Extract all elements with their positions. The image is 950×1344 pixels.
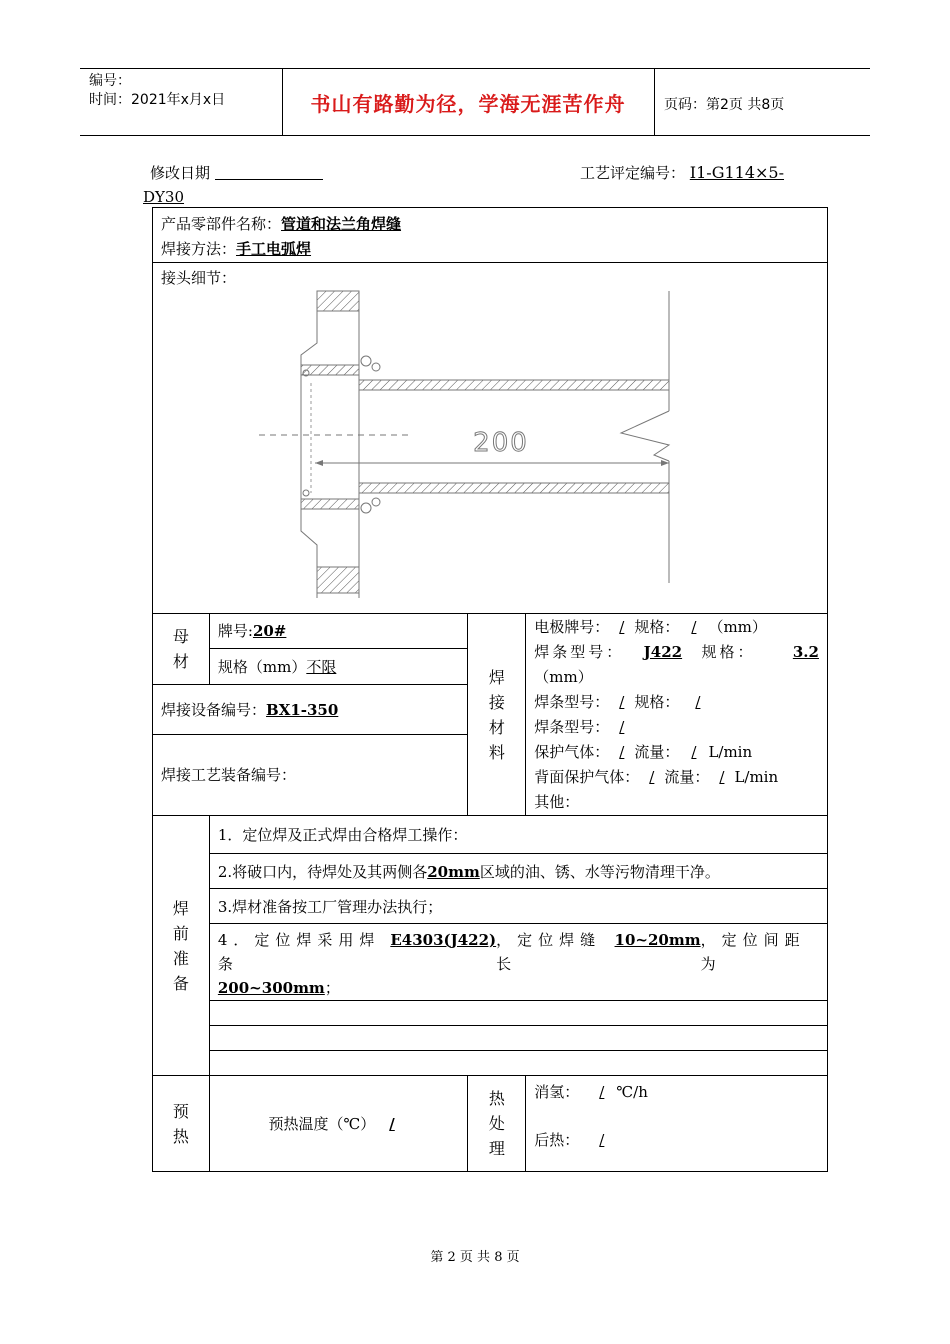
prep-row-5 — [153, 1001, 828, 1026]
modify-date-blank — [215, 165, 323, 180]
product-name-label: 产品零部件名称： — [161, 215, 282, 233]
header-bottom-rule — [80, 135, 870, 136]
prep-label: 焊前准备 — [153, 816, 210, 1076]
preheat-temp: 预热温度（℃） / — [209, 1076, 468, 1172]
fixture-label: 焊接工艺装备编号： — [161, 766, 297, 785]
flange-bore-top — [301, 365, 359, 375]
joint-row — [153, 263, 828, 614]
material-line-5: 保护气体： / 流量： / L/min — [534, 743, 753, 761]
heat-cell — [526, 1076, 828, 1172]
pipe-wall-top — [359, 380, 669, 390]
eval-no-value: I1-G114×5- — [689, 163, 785, 182]
product-row — [153, 208, 828, 263]
material-line-3: 焊条型号： / 规格： / — [534, 693, 701, 711]
joint-label: 接头细节： — [161, 269, 237, 287]
modify-date — [150, 162, 323, 183]
weld-symbol-bottom — [361, 503, 371, 513]
material-cell — [526, 614, 828, 816]
method-value: 手工电弧焊 — [236, 240, 312, 258]
post-heat: 后热： / — [534, 1131, 605, 1149]
equipment-value: BX1-350 — [266, 700, 339, 719]
base-metal-grade-row — [153, 614, 828, 649]
time-label: 时间：2021年x月x日 — [89, 92, 226, 108]
material-line-4: 焊条型号： / — [534, 718, 625, 736]
prep-row-4 — [153, 924, 828, 1001]
equipment-label: 焊接设备编号： — [161, 700, 267, 719]
code-label: 编号： — [89, 73, 131, 89]
eval-no — [580, 162, 784, 183]
prep-item-3: 3.焊材准备按工厂管理办法执行； — [209, 889, 827, 924]
material-line-2: 焊条型号： J422 规格： 3.2 — [534, 643, 819, 661]
motto: 书山有路勤为径，学海无涯苦作舟 — [310, 92, 626, 116]
material-line-6: 背面保护气体： / 流量： / L/min — [534, 768, 779, 786]
material-line-1: 电极牌号： / 规格： / （mm） — [534, 618, 767, 636]
preheat-label: 预热 — [153, 1076, 210, 1172]
page-footer: 第 2 页 共 8 页 — [430, 1250, 520, 1265]
flange-bore-bottom — [301, 499, 359, 509]
dimension-label: 200 — [473, 428, 529, 458]
prep-row-6 — [153, 1026, 828, 1051]
method-label: 焊接方法： — [161, 240, 237, 258]
pipe-wall-bottom — [359, 483, 669, 493]
flange-bottom-hatch — [317, 567, 359, 593]
prep-row-1 — [153, 816, 828, 854]
heat-label: 热处理 — [468, 1076, 526, 1172]
joint-detail-drawing — [249, 283, 679, 608]
spec-label: 规格（mm） — [217, 657, 307, 676]
dehydro: 消氢： / ℃/h — [534, 1083, 648, 1101]
prep-item-4: 4．定位焊采用焊条 E4303(J422) ，定位焊缝长 10~20mm ，定位间距为 200~300mm； — [209, 924, 827, 1001]
grade-value: 20# — [252, 622, 287, 641]
flange-outline — [301, 291, 317, 598]
spec-value: 不限 — [306, 657, 337, 676]
base-metal-label: 母材 — [153, 614, 210, 685]
header-left — [89, 72, 225, 110]
prep-row-3 — [153, 889, 828, 924]
material-line-7: 其他： — [534, 793, 580, 811]
prep-row-2 — [153, 854, 828, 889]
material-label: 焊接材料 — [468, 614, 526, 816]
page-info: 页码：第2页 共8页 — [664, 97, 785, 113]
eval-no-label: 工艺评定编号： — [580, 164, 686, 182]
product-name-value: 管道和法兰角焊缝 — [281, 215, 402, 233]
flange-top-hatch — [317, 291, 359, 311]
material-line-2b: （mm） — [534, 668, 593, 686]
prep-item-2: 2.将破口内，待焊处及其两侧各20mm区域的油、锈、水等污物清理干净。 — [209, 854, 827, 889]
header-divider-2 — [654, 68, 655, 135]
weld-symbol-top — [361, 356, 371, 366]
prep-item-1: 1．定位焊及正式焊由合格焊工操作： — [209, 816, 827, 854]
header-top-rule — [80, 68, 870, 69]
heat-row — [153, 1076, 828, 1172]
eval-no-cont: DY30 — [143, 188, 185, 206]
prep-row-7 — [153, 1051, 828, 1076]
procedure-table — [152, 207, 828, 1172]
modify-date-label: 修改日期 — [150, 164, 211, 182]
grade-label: 牌号: — [217, 622, 253, 641]
